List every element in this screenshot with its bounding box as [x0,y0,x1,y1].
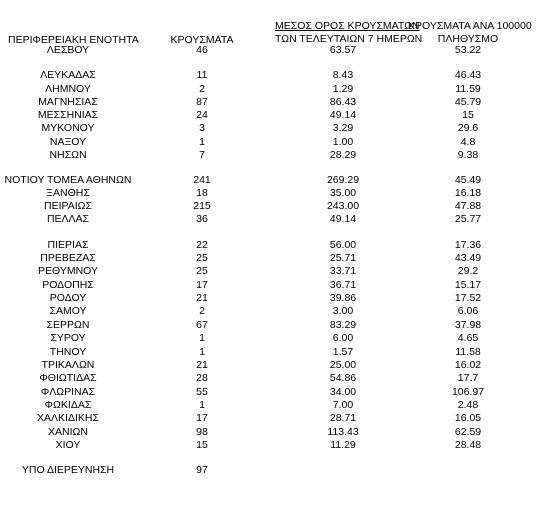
per100k-cell: 6.06 [457,305,479,317]
per100k-cell: 11.59 [455,83,481,95]
table-row [0,174,541,186]
header-avg-line2: ΤΩΝ ΤΕΛΕΥΤΑΙΩΝ 7 ΗΜΕΡΩΝ [275,33,423,45]
cases-cell: 1 [199,136,205,148]
region-cell: ΦΘΙΩΤΙΔΑΣ [39,372,97,384]
cases-cell: 87 [196,96,208,108]
region-cell: ΞΑΝΘΗΣ [46,187,90,199]
per100k-cell: 29.6 [457,122,479,134]
table-row [0,252,541,264]
region-cell: ΠΡΕΒΕΖΑΣ [40,252,96,264]
per100k-cell: 17.36 [454,239,482,251]
avg-cell: 3.29 [332,122,354,134]
per100k-cell: 106.97 [451,386,485,398]
avg-cell: 25.00 [329,359,357,371]
region-cell: ΜΕΣΣΗΝΙΑΣ [37,109,99,121]
avg-cell: 8.43 [332,69,354,81]
table-row [0,346,541,358]
avg-cell: 39.86 [329,292,357,304]
per100k-cell: 62.59 [454,426,482,438]
table-row [0,200,541,212]
table-row [0,386,541,398]
cases-cell: 3 [199,122,205,134]
table-row [0,399,541,411]
region-cell: ΡΟΔΟΥ [49,292,87,304]
avg-cell: 83.29 [329,319,357,331]
region-cell: ΡΟΔΟΠΗΣ [42,279,94,291]
cases-cell: 1 [199,346,205,358]
cases-cell: 15 [196,439,208,451]
region-cell: ΧΑΝΙΩΝ [48,426,88,438]
cases-cell: 25 [196,265,208,277]
per100k-cell: 17.7 [457,372,479,384]
region-cell: ΝΑΞΟΥ [49,136,87,148]
per100k-cell: 46.43 [454,69,482,81]
avg-cell: 269.29 [326,174,360,186]
table-row [0,239,541,251]
region-cell: ΛΕΥΚΑΔΑΣ [40,69,96,81]
header-region: ΠΕΡΙΦΕΡΕΙΑΚΗ ΕΝΟΤΗΤΑ [8,34,139,46]
table-row [0,109,541,121]
per100k-cell: 45.49 [454,174,482,186]
avg-cell: 11.29 [330,439,356,451]
avg-cell: 6.00 [332,332,354,344]
avg-cell: 113.43 [327,426,359,438]
region-cell: ΣΕΡΡΩΝ [46,319,90,331]
table-row [0,149,541,161]
table-row [0,136,541,148]
table-row [0,332,541,344]
header-per100k-line2: ΠΛΗΘΥΣΜΟ [437,33,499,45]
header-per100k-line1: ΚΡΟΥΣΜΑΤΑ ΑΝΑ 100000 [408,20,532,32]
cases-cell: 25 [196,252,208,264]
cases-cell: 17 [196,279,208,291]
per100k-cell: 37.98 [454,319,482,331]
avg-cell: 54.86 [329,372,357,384]
region-cell: ΛΗΜΝΟΥ [45,83,91,95]
region-cell: ΣΑΜΟΥ [49,305,87,317]
table-row [0,96,541,108]
per100k-cell: 53.22 [454,44,482,56]
avg-cell: 1.00 [332,136,354,148]
avg-cell: 7.00 [332,399,354,411]
table-row [0,292,541,304]
region-cell: ΧΙΟΥ [55,439,81,451]
region-cell: ΥΠΟ ΔΙΕΡΕΥΝΗΣΗ [21,464,115,476]
region-cell: ΛΕΣΒΟΥ [46,44,90,56]
cases-cell: 67 [196,319,208,331]
region-cell: ΤΡΙΚΑΛΩΝ [41,359,95,371]
per100k-cell: 15.17 [454,279,482,291]
table-row [0,44,541,56]
cases-cell: 215 [193,200,211,212]
avg-cell: 1.57 [332,346,354,358]
per100k-cell: 17.52 [454,292,482,304]
region-cell: ΡΕΘΥΜΝΟΥ [37,265,98,277]
table-row-under-investigation [0,464,541,476]
per100k-cell: 29.2 [457,265,479,277]
cases-cell: 97 [196,464,208,476]
per100k-cell: 9.38 [457,149,479,161]
per100k-cell: 16.05 [454,412,482,424]
avg-cell: 3.00 [332,305,354,317]
cases-cell: 21 [196,292,208,304]
table-row [0,265,541,277]
table-row [0,83,541,95]
table-row [0,213,541,225]
per100k-cell: 16.02 [454,359,482,371]
table-row [0,439,541,451]
avg-cell: 49.14 [329,109,357,121]
region-cell: ΠΕΛΛΑΣ [46,213,90,225]
cases-cell: 24 [196,109,208,121]
per100k-cell: 47.88 [454,200,482,212]
table-row [0,187,541,199]
table-row [0,122,541,134]
per100k-cell: 16.18 [454,187,482,199]
table-row [0,279,541,291]
per100k-cell: 28.48 [454,439,482,451]
per100k-cell: 2.48 [457,399,479,411]
table-row [0,412,541,424]
region-cell: ΦΩΚΙΔΑΣ [44,399,92,411]
avg-cell: 63.57 [329,44,357,56]
per100k-cell: 4.8 [460,136,476,148]
avg-cell: 28.29 [329,149,357,161]
table-row [0,372,541,384]
avg-cell: 28.71 [329,412,357,424]
region-cell: ΝΗΣΩΝ [49,149,87,161]
region-cell: ΠΕΙΡΑΙΩΣ [44,200,92,212]
region-cell: ΣΥΡΟΥ [50,332,86,344]
header-avg-line1: ΜΕΣΟΣ ΟΡΟΣ ΚΡΟΥΣΜΑΤΩΝ [275,20,420,32]
table-row [0,319,541,331]
per100k-cell: 43.49 [454,252,482,264]
per100k-cell: 25.77 [454,213,482,225]
region-cell: ΜΥΚΟΝΟΥ [41,122,95,134]
per100k-cell: 4.65 [457,332,479,344]
avg-cell: 243.00 [326,200,360,212]
header-cases: ΚΡΟΥΣΜΑΤΑ [170,34,234,46]
avg-cell: 36.71 [329,279,357,291]
region-cell: ΧΑΛΚΙΔΙΚΗΣ [37,412,99,424]
table-row [0,359,541,371]
cases-cell: 36 [196,213,208,225]
cases-cell: 7 [199,149,205,161]
cases-cell: 18 [196,187,208,199]
cases-cell: 1 [199,399,205,411]
cases-cell: 1 [199,332,205,344]
avg-cell: 49.14 [329,213,357,225]
region-cell: ΦΛΩΡΙΝΑΣ [40,386,96,398]
cases-cell: 28 [196,372,208,384]
cases-cell: 46 [196,44,208,56]
cases-cell: 2 [199,305,205,317]
avg-cell: 86.43 [329,96,357,108]
per100k-cell: 11.58 [455,346,481,358]
cases-cell: 55 [196,386,208,398]
per100k-cell: 45.79 [454,96,482,108]
avg-cell: 35.00 [329,187,357,199]
cases-cell: 11 [196,69,208,81]
avg-cell: 56.00 [329,239,357,251]
cases-cell: 22 [196,239,208,251]
avg-cell: 33.71 [329,265,357,277]
table-row [0,305,541,317]
region-cell: ΤΗΝΟΥ [49,346,87,358]
cases-cell: 2 [199,83,205,95]
region-cell: ΜΑΓΝΗΣΙΑΣ [38,96,98,108]
region-cell: ΠΙΕΡΙΑΣ [47,239,89,251]
region-cell: ΝΟΤΙΟΥ ΤΟΜΕΑ ΑΘΗΝΩΝ [4,174,132,186]
cases-cell: 17 [196,412,208,424]
avg-cell: 34.00 [329,386,357,398]
avg-cell: 1.29 [332,83,354,95]
table-row [0,69,541,81]
avg-cell: 25.71 [329,252,357,264]
cases-cell: 21 [196,359,208,371]
cases-cell: 98 [196,426,208,438]
cases-cell: 241 [193,174,211,186]
table-row [0,426,541,438]
per100k-cell: 15 [462,109,474,121]
